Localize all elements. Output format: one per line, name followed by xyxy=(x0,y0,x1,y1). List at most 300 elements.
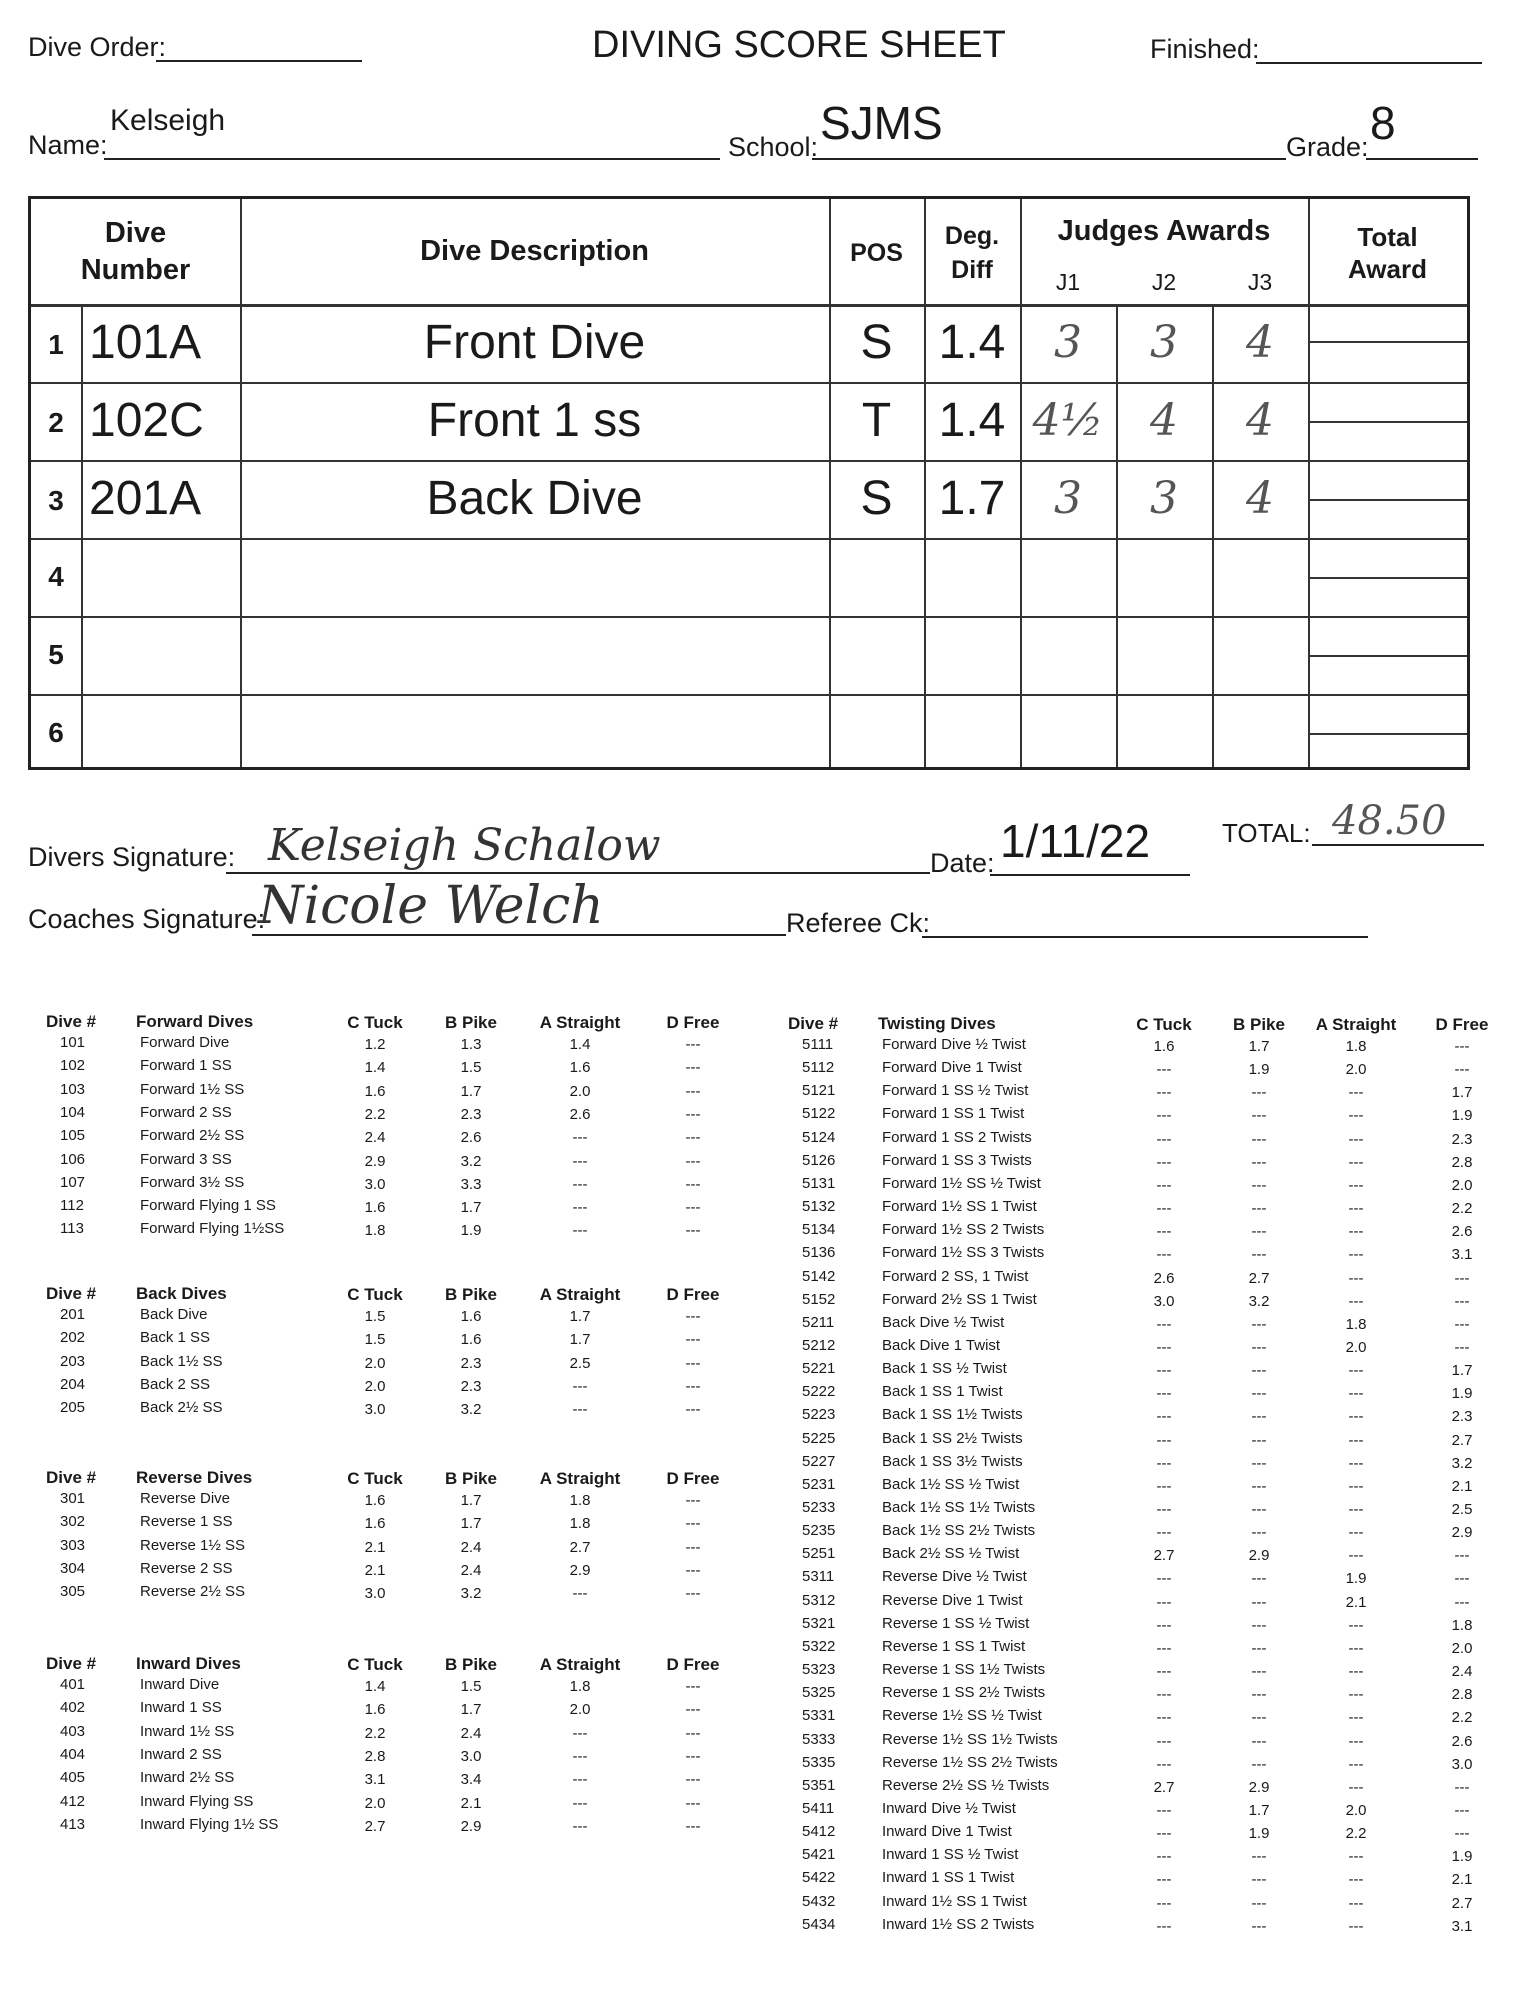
ref-dd-value: --- xyxy=(1348,1084,1364,1102)
ref-dd-value: 1.7 xyxy=(460,1515,482,1533)
col-header-dive-no: Dive # xyxy=(46,1654,97,1673)
ref-dd-value: --- xyxy=(572,1747,588,1765)
ref-dive-number: 5132 xyxy=(802,1198,836,1216)
ref-dd-value: --- xyxy=(1454,1292,1470,1310)
ref-dd-value: 1.6 xyxy=(1153,1038,1175,1055)
ref-dd-value: --- xyxy=(1348,1176,1364,1194)
ref-dd-value: 2.6 xyxy=(460,1129,482,1147)
deg-diff-cell: 1.4 xyxy=(938,316,1006,369)
col-header: A Straight xyxy=(539,1655,621,1674)
ref-dd-value: --- xyxy=(572,1724,588,1742)
ref-dd-value: --- xyxy=(1348,1362,1364,1380)
row-number: 4 xyxy=(48,561,64,592)
ref-dd-value: 1.9 xyxy=(460,1222,482,1240)
ref-dive-number: 5152 xyxy=(802,1290,836,1308)
ref-dive-number: 5121 xyxy=(802,1082,836,1100)
ref-dd-value: 3.0 xyxy=(1153,1292,1175,1310)
ref-dd-value: --- xyxy=(1251,1917,1267,1935)
ref-dive-number: 5111 xyxy=(802,1036,834,1053)
ref-dd-value: 1.8 xyxy=(1345,1315,1367,1333)
ref-dd-value: --- xyxy=(1348,1454,1364,1472)
ref-dd-value: --- xyxy=(685,1152,701,1170)
ref-dd-value: --- xyxy=(1454,1338,1470,1356)
dive-number-cell: 101A xyxy=(89,316,202,369)
ref-dd-value: 2.0 xyxy=(364,1794,386,1812)
ref-dd-value: 1.8 xyxy=(1345,1038,1367,1055)
ref-dd-value: 1.6 xyxy=(460,1331,482,1349)
ref-dd-value: 2.6 xyxy=(569,1105,591,1123)
header-j3: J3 xyxy=(1247,269,1273,295)
ref-dd-value: --- xyxy=(1348,1709,1364,1727)
ref-dd-value: 2.3 xyxy=(1451,1130,1473,1148)
ref-dive-number: 204 xyxy=(60,1375,86,1393)
ref-dd-value: --- xyxy=(1156,1408,1172,1426)
ref-dive-name: Back 1 SS xyxy=(140,1329,211,1347)
ref-dd-value: --- xyxy=(1156,1570,1172,1588)
ref-dd-value: --- xyxy=(1156,1848,1172,1866)
ref-dd-value: --- xyxy=(1348,1153,1364,1171)
grade-value: 8 xyxy=(1370,97,1396,149)
ref-dd-value: 2.9 xyxy=(569,1561,591,1579)
ref-dive-name: Back 1½ SS xyxy=(140,1352,223,1370)
ref-dive-name: Inward 1½ SS 1 Twist xyxy=(882,1892,1027,1910)
ref-dive-number: 5131 xyxy=(802,1174,836,1192)
ref-dd-value: 2.0 xyxy=(569,1701,591,1719)
ref-dive-number: 5422 xyxy=(802,1869,836,1887)
ref-dive-name: Reverse 2½ SS ½ Twists xyxy=(882,1776,1050,1794)
ref-dd-value: --- xyxy=(685,1175,701,1193)
ref-dive-number: 304 xyxy=(60,1559,86,1577)
col-header: A Straight xyxy=(1315,1015,1397,1034)
row-number: 2 xyxy=(48,407,64,438)
ref-dd-value: --- xyxy=(1348,1246,1364,1264)
ref-dive-name: Reverse 1½ SS ½ Twist xyxy=(882,1707,1042,1725)
ref-dive-number: 305 xyxy=(60,1583,86,1601)
ref-dd-value: 2.0 xyxy=(1345,1801,1367,1819)
ref-dd-value: 2.0 xyxy=(1451,1639,1473,1657)
grade-label: Grade: xyxy=(1286,132,1369,162)
ref-dd-value: --- xyxy=(1156,1593,1172,1611)
ref-dd-value: --- xyxy=(1156,1663,1172,1681)
ref-dd-value: 3.3 xyxy=(460,1175,482,1193)
ref-dd-value: 2.7 xyxy=(1248,1269,1270,1287)
ref-dd-value: 1.6 xyxy=(364,1199,386,1217)
ref-dive-name: Forward Flying 1½SS xyxy=(140,1220,285,1238)
ref-dd-value: --- xyxy=(685,1354,701,1372)
row-number: 6 xyxy=(48,717,64,748)
ref-dd-value: 2.8 xyxy=(1451,1686,1473,1704)
ref-dd-value: --- xyxy=(572,1771,588,1789)
group-title: Forward Dives xyxy=(136,1012,254,1031)
ref-dd-value: --- xyxy=(1348,1130,1364,1148)
ref-dd-value: --- xyxy=(1348,1616,1364,1634)
ref-dive-number: 106 xyxy=(60,1150,86,1168)
group-title: Back Dives xyxy=(136,1284,227,1303)
header-deg-diff: Deg. Diff xyxy=(944,222,1000,284)
col-header-dive-no: Dive # xyxy=(46,1012,97,1031)
ref-dive-number: 5222 xyxy=(802,1383,836,1401)
ref-dd-value: --- xyxy=(1251,1246,1267,1264)
ref-dd-value: --- xyxy=(1156,1524,1172,1542)
ref-dive-number: 5227 xyxy=(802,1452,836,1470)
ref-dd-value: 2.0 xyxy=(364,1354,386,1372)
ref-dd-value: --- xyxy=(1348,1663,1364,1681)
finished-label: Finished: xyxy=(1150,34,1260,64)
ref-dd-value: 2.4 xyxy=(460,1538,482,1556)
ref-dd-value: --- xyxy=(1454,1570,1470,1588)
ref-dive-number: 112 xyxy=(60,1197,84,1215)
ref-dd-value: --- xyxy=(1251,1385,1267,1403)
ref-dive-name: Back 1½ SS 2½ Twists xyxy=(882,1522,1036,1540)
ref-dive-name: Reverse 1½ SS xyxy=(140,1536,246,1554)
ref-dive-name: Inward Flying SS xyxy=(140,1792,254,1810)
ref-dive-number: 5323 xyxy=(802,1661,836,1679)
ref-dive-name: Back 1 SS 2½ Twists xyxy=(882,1429,1023,1447)
col-header-dive-no: Dive # xyxy=(46,1284,97,1303)
ref-dd-value: --- xyxy=(1348,1501,1364,1518)
ref-dd-value: --- xyxy=(1251,1732,1267,1750)
row-number: 1 xyxy=(48,329,64,360)
name-label: Name: xyxy=(28,130,108,160)
ref-dd-value: --- xyxy=(1156,1477,1172,1495)
ref-dive-name: Back 1 SS 1 Twist xyxy=(882,1383,1003,1401)
ref-dd-value: --- xyxy=(1348,1871,1364,1889)
ref-dive-name: Forward 1½ SS xyxy=(140,1080,245,1098)
ref-dive-name: Back 1 SS ½ Twist xyxy=(882,1360,1007,1378)
ref-dive-name: Reverse 1 SS xyxy=(140,1513,233,1531)
ref-dd-value: --- xyxy=(1348,1732,1364,1750)
ref-dd-value: --- xyxy=(685,1701,701,1719)
ref-dive-name: Inward Dive xyxy=(140,1676,220,1693)
j3-score: 4 xyxy=(1246,395,1274,446)
ref-dive-number: 101 xyxy=(60,1034,86,1051)
ref-dd-value: --- xyxy=(1348,1223,1364,1241)
dive-order-label: Dive Order: xyxy=(28,32,167,62)
ref-dive-number: 5142 xyxy=(802,1267,836,1285)
ref-dive-name: Forward 1½ SS 2 Twists xyxy=(882,1221,1045,1239)
ref-dd-value: 1.2 xyxy=(364,1036,386,1053)
ref-dd-value: 2.1 xyxy=(364,1538,386,1556)
ref-dd-value: 2.2 xyxy=(364,1105,386,1123)
ref-dd-value: 3.1 xyxy=(1451,1917,1473,1935)
ref-dive-number: 202 xyxy=(60,1329,86,1347)
dive-number-cell: 102C xyxy=(89,394,204,447)
ref-dd-value: 1.7 xyxy=(460,1492,482,1509)
ref-dd-value: --- xyxy=(1251,1477,1267,1495)
ref-dd-value: 2.2 xyxy=(1451,1200,1473,1218)
col-header: A Straight xyxy=(539,1285,621,1304)
ref-dd-value: --- xyxy=(1156,1130,1172,1148)
ref-dd-value: --- xyxy=(1156,1686,1172,1704)
ref-dd-value: --- xyxy=(1156,1223,1172,1241)
ref-dd-value: 1.8 xyxy=(569,1515,591,1533)
ref-dd-value: 2.0 xyxy=(364,1377,386,1395)
row-number: 5 xyxy=(48,639,64,670)
col-header: D Free xyxy=(666,1469,720,1488)
ref-dd-value: 1.3 xyxy=(460,1036,482,1053)
ref-dd-value: --- xyxy=(1251,1084,1267,1102)
ref-dive-number: 5421 xyxy=(802,1846,836,1864)
ref-dd-value: --- xyxy=(572,1129,588,1147)
ref-dive-name: Forward 2 SS, 1 Twist xyxy=(882,1267,1029,1285)
ref-dd-value: --- xyxy=(685,1678,701,1695)
ref-dive-number: 413 xyxy=(60,1815,86,1833)
ref-dive-number: 404 xyxy=(60,1745,86,1763)
ref-dive-number: 402 xyxy=(60,1699,86,1717)
ref-dd-value: 2.7 xyxy=(1451,1431,1473,1449)
ref-dive-number: 302 xyxy=(60,1513,86,1531)
ref-dive-name: Back Dive xyxy=(140,1306,208,1323)
j1-score: 4½ xyxy=(1032,395,1104,446)
ref-dive-name: Inward 1 SS xyxy=(140,1699,222,1717)
ref-dd-value: --- xyxy=(685,1331,701,1349)
ref-dd-value: 2.9 xyxy=(1451,1524,1473,1542)
ref-dd-value: --- xyxy=(1156,1176,1172,1194)
ref-dd-value: --- xyxy=(1251,1663,1267,1681)
ref-dd-value: --- xyxy=(572,1794,588,1812)
ref-dd-value: --- xyxy=(1348,1547,1364,1565)
ref-dd-value: 1.6 xyxy=(364,1701,386,1719)
ref-dd-value: 2.9 xyxy=(364,1152,386,1170)
ref-dd-value: --- xyxy=(1251,1130,1267,1148)
col-header: B Pike xyxy=(445,1655,497,1674)
ref-dd-value: 1.5 xyxy=(460,1678,482,1695)
ref-dd-value: 2.1 xyxy=(1451,1477,1473,1495)
ref-dd-value: 1.7 xyxy=(460,1082,482,1100)
header-dive-description: Dive Description xyxy=(420,235,649,267)
ref-dd-value: 1.9 xyxy=(1248,1061,1270,1079)
ref-dive-number: 401 xyxy=(60,1676,86,1693)
ref-dd-value: 1.9 xyxy=(1345,1570,1367,1588)
j1-score: 3 xyxy=(1054,317,1082,368)
ref-dd-value: 2.8 xyxy=(1451,1153,1473,1171)
ref-dive-number: 5112 xyxy=(802,1059,835,1077)
pos-cell: T xyxy=(861,394,892,447)
ref-dd-value: 3.4 xyxy=(460,1771,482,1789)
ref-dive-name: Forward Flying 1 SS xyxy=(140,1197,276,1215)
ref-dive-number: 105 xyxy=(60,1127,86,1145)
deg-diff-cell: 1.4 xyxy=(938,394,1006,447)
ref-dd-value: --- xyxy=(1454,1593,1470,1611)
total-label: TOTAL: xyxy=(1222,818,1311,848)
ref-dd-value: 2.3 xyxy=(460,1377,482,1395)
ref-dd-value: --- xyxy=(1156,1755,1172,1773)
header-dive-number: Dive Number xyxy=(80,217,191,286)
ref-dive-number: 5325 xyxy=(802,1684,836,1702)
ref-dd-value: --- xyxy=(685,1561,701,1579)
divers-signature: Kelseigh Schalow xyxy=(268,820,661,871)
ref-dive-number: 5124 xyxy=(802,1128,836,1146)
ref-dd-value: 3.0 xyxy=(460,1747,482,1765)
ref-dive-name: Forward 1 SS 1 Twist xyxy=(882,1105,1025,1123)
ref-dd-value: 1.8 xyxy=(1451,1616,1473,1634)
ref-dd-value: --- xyxy=(1251,1616,1267,1634)
ref-dd-value: --- xyxy=(685,1492,701,1509)
ref-dive-number: 5432 xyxy=(802,1892,836,1910)
ref-dd-value: 1.9 xyxy=(1248,1825,1270,1843)
date-value: 1/11/22 xyxy=(1000,815,1151,867)
ref-dd-value: 1.7 xyxy=(569,1331,591,1349)
ref-dd-value: --- xyxy=(1454,1061,1470,1079)
ref-dive-name: Inward 1½ SS 2 Twists xyxy=(882,1915,1035,1933)
pos-cell: S xyxy=(860,316,893,369)
ref-dive-number: 5412 xyxy=(802,1823,836,1841)
ref-dd-value: 3.0 xyxy=(364,1585,386,1603)
ref-dive-number: 5211 xyxy=(802,1313,835,1331)
col-header: D Free xyxy=(666,1285,720,1304)
ref-dive-name: Back 2 SS xyxy=(140,1375,211,1393)
ref-dd-value: --- xyxy=(1251,1431,1267,1449)
ref-dive-name: Forward 1 SS ½ Twist xyxy=(882,1082,1029,1100)
ref-dd-value: 3.0 xyxy=(364,1401,386,1419)
ref-dd-value: --- xyxy=(685,1059,701,1077)
col-header: C Tuck xyxy=(1136,1015,1192,1034)
ref-dive-name: Back Dive ½ Twist xyxy=(882,1313,1005,1331)
ref-dd-value: 1.4 xyxy=(364,1678,386,1695)
ref-dd-value: --- xyxy=(1156,1732,1172,1750)
ref-dd-value: 2.4 xyxy=(1451,1663,1473,1681)
ref-dd-value: 1.6 xyxy=(569,1059,591,1077)
ref-dd-value: --- xyxy=(685,1129,701,1147)
ref-dive-name: Back 1 SS 1½ Twists xyxy=(882,1406,1023,1424)
ref-dive-number: 5235 xyxy=(802,1522,836,1540)
ref-dive-number: 5221 xyxy=(802,1360,836,1378)
ref-dive-number: 107 xyxy=(60,1173,86,1191)
ref-dd-value: --- xyxy=(572,1152,588,1170)
ref-dd-value: --- xyxy=(1156,1061,1172,1079)
ref-dd-value: 2.4 xyxy=(460,1724,482,1742)
ref-dd-value: --- xyxy=(1454,1038,1470,1055)
ref-dive-number: 5322 xyxy=(802,1637,836,1655)
ref-dive-number: 403 xyxy=(60,1722,86,1740)
ref-dd-value: --- xyxy=(1156,1315,1172,1333)
ref-dive-number: 5351 xyxy=(802,1776,836,1794)
ref-dd-value: 1.4 xyxy=(569,1036,591,1053)
ref-dive-name: Back 1 SS 3½ Twists xyxy=(882,1452,1023,1470)
ref-dd-value: --- xyxy=(1156,1454,1172,1472)
ref-dd-value: --- xyxy=(1348,1431,1364,1449)
ref-dive-name: Reverse 1½ SS 2½ Twists xyxy=(882,1753,1058,1771)
ref-dive-number: 405 xyxy=(60,1769,86,1787)
ref-dd-value: --- xyxy=(1454,1547,1470,1565)
ref-dd-value: --- xyxy=(685,1794,701,1812)
pos-cell: S xyxy=(860,472,893,525)
ref-dd-value: --- xyxy=(1251,1107,1267,1125)
ref-dd-value: 1.6 xyxy=(364,1515,386,1533)
j1-score: 3 xyxy=(1054,473,1082,524)
ref-dive-name: Forward 1 SS 3 Twists xyxy=(882,1151,1032,1169)
group-title: Inward Dives xyxy=(136,1654,241,1673)
ref-dd-value: --- xyxy=(572,1199,588,1217)
header-pos: POS xyxy=(850,239,903,267)
ref-dd-value: --- xyxy=(1348,1848,1364,1866)
ref-dd-value: --- xyxy=(1251,1362,1267,1380)
ref-dd-value: --- xyxy=(572,1817,588,1835)
ref-dd-value: --- xyxy=(685,1082,701,1100)
ref-dive-number: 5231 xyxy=(802,1475,836,1493)
ref-dive-name: Inward 1½ SS xyxy=(140,1722,235,1740)
ref-dd-value: 3.0 xyxy=(364,1175,386,1193)
ref-dd-value: --- xyxy=(685,1401,701,1419)
ref-dive-name: Reverse Dive 1 Twist xyxy=(882,1591,1023,1609)
ref-dd-value: --- xyxy=(1156,1616,1172,1634)
ref-dd-value: 3.2 xyxy=(460,1585,482,1603)
ref-dd-value: 1.7 xyxy=(1248,1801,1270,1819)
ref-dive-number: 5212 xyxy=(802,1336,836,1354)
ref-dd-value: --- xyxy=(1251,1524,1267,1542)
ref-dd-value: 1.9 xyxy=(1451,1848,1473,1866)
total-value: 48.50 xyxy=(1332,798,1447,844)
ref-dd-value: 2.7 xyxy=(1451,1894,1473,1912)
ref-dd-value: --- xyxy=(685,1377,701,1395)
ref-dive-number: 5321 xyxy=(802,1614,836,1632)
ref-dd-value: 1.7 xyxy=(1451,1084,1473,1102)
ref-dive-name: Forward Dive xyxy=(140,1034,230,1051)
ref-dd-value: 2.7 xyxy=(569,1538,591,1556)
ref-dd-value: --- xyxy=(1348,1269,1364,1287)
ref-dd-value: --- xyxy=(1251,1871,1267,1889)
header-total-award: Total Award xyxy=(1348,222,1427,284)
ref-dd-value: 1.9 xyxy=(1451,1385,1473,1403)
ref-dd-value: 3.2 xyxy=(1248,1292,1270,1310)
ref-dive-name: Reverse 1 SS 1 Twist xyxy=(882,1637,1026,1655)
ref-dd-value: --- xyxy=(1454,1315,1470,1333)
ref-dd-value: 2.8 xyxy=(364,1747,386,1765)
ref-dd-value: 2.1 xyxy=(1451,1871,1473,1889)
ref-dd-value: --- xyxy=(685,1724,701,1742)
j2-score: 3 xyxy=(1150,317,1178,368)
ref-dive-number: 5225 xyxy=(802,1429,836,1447)
ref-dive-name: Forward 1 SS 2 Twists xyxy=(882,1128,1032,1146)
ref-dive-number: 412 xyxy=(60,1792,86,1810)
ref-dd-value: 1.7 xyxy=(1451,1362,1473,1380)
dive-description-cell: Back Dive xyxy=(426,472,643,525)
ref-dive-name: Forward 3 SS xyxy=(140,1150,232,1168)
ref-dd-value: --- xyxy=(685,1747,701,1765)
ref-dive-name: Back 1½ SS ½ Twist xyxy=(882,1475,1020,1493)
ref-dd-value: 1.4 xyxy=(364,1059,386,1077)
ref-dive-name: Reverse 1½ SS 1½ Twists xyxy=(882,1730,1058,1748)
ref-dd-value: --- xyxy=(1348,1639,1364,1657)
row-number: 3 xyxy=(48,485,64,516)
j2-score: 3 xyxy=(1150,473,1178,524)
ref-dive-number: 303 xyxy=(60,1536,86,1554)
ref-dive-number: 5335 xyxy=(802,1753,836,1771)
ref-dd-value: 1.6 xyxy=(364,1082,386,1100)
ref-dd-value: --- xyxy=(1348,1385,1364,1403)
date-label: Date: xyxy=(930,848,995,878)
ref-dd-value: --- xyxy=(572,1401,588,1419)
header-j2: J2 xyxy=(1151,269,1177,295)
ref-dd-value: --- xyxy=(1251,1338,1267,1356)
school-value: SJMS xyxy=(820,97,943,149)
ref-dive-name: Inward Dive ½ Twist xyxy=(882,1799,1016,1817)
name-value: Kelseigh xyxy=(110,104,226,137)
ref-dive-name: Reverse 1 SS 1½ Twists xyxy=(882,1661,1046,1679)
col-header: C Tuck xyxy=(347,1013,403,1032)
ref-dd-value: --- xyxy=(1156,1709,1172,1727)
ref-dive-name: Inward Flying 1½ SS xyxy=(140,1815,279,1833)
j3-score: 4 xyxy=(1246,473,1274,524)
ref-dive-name: Back Dive 1 Twist xyxy=(882,1336,1001,1354)
ref-dd-value: 2.0 xyxy=(569,1082,591,1100)
ref-dd-value: --- xyxy=(1156,1338,1172,1356)
ref-dd-value: --- xyxy=(1156,1801,1172,1819)
ref-dive-number: 5333 xyxy=(802,1730,836,1748)
ref-dd-value: --- xyxy=(572,1175,588,1193)
ref-dive-name: Inward Dive 1 Twist xyxy=(882,1823,1012,1841)
ref-dd-value: --- xyxy=(1454,1269,1470,1287)
